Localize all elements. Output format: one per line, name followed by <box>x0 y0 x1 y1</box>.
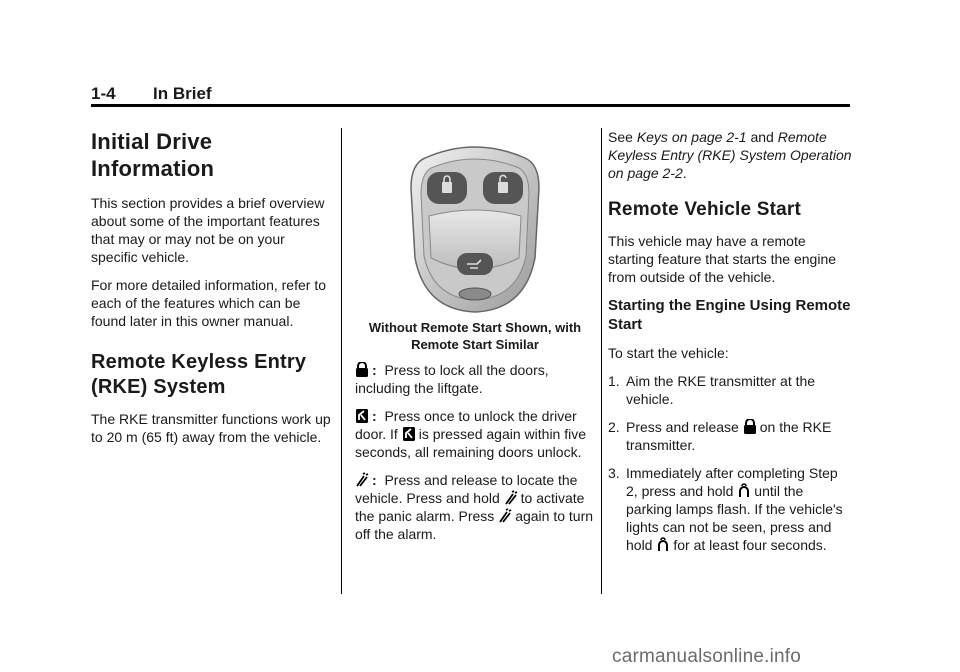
remote-start-icon <box>656 537 670 552</box>
paragraph-overview: This section provides a brief overview about some of the important features that may or may not be on your specific vehicle. <box>91 195 325 265</box>
link-rke-operation[interactable]: Remote Keyless Entry (RKE) System Operation on page 2-2 <box>608 129 852 181</box>
heading-remote-start: Remote Vehicle Start <box>608 199 802 220</box>
paragraph-remote-start: This vehicle may have a remote starting feature that starts the engine from outside of the vehicle. <box>608 233 837 285</box>
column-2 <box>355 138 595 553</box>
start-steps <box>608 372 853 554</box>
remote-start-icon <box>737 483 751 498</box>
unlock-icon <box>355 408 369 423</box>
see-also-reference: See Keys on page 2-1 and Remote Keyless Entry (RKE) System Operation on page 2-2. <box>608 129 852 181</box>
heading-rke-system: Remote Keyless Entry (RKE) System <box>91 351 307 398</box>
section-title: In Brief <box>153 84 212 103</box>
list-item: 3. Immediately after completing Step 2, press and hold until the parking lamps flash. If the vehicle's lights can not be seen, press and hold for at least four seconds. <box>608 465 843 553</box>
column-divider-2 <box>601 128 602 594</box>
lock-icon <box>355 362 369 377</box>
key-fob-illustration <box>405 138 545 313</box>
paragraph-to-start: To start the vehicle: <box>608 345 729 361</box>
list-item: 2. Press and release on the RKE transmitter. <box>608 419 832 453</box>
figure-caption: Without Remote Start Shown, with Remote Start Similar <box>368 320 582 352</box>
unlock-icon <box>402 426 416 441</box>
panic-icon <box>504 490 518 505</box>
heading-initial-drive: Initial Drive Information <box>91 129 215 181</box>
link-keys[interactable]: Keys on page 2-1 <box>636 129 747 145</box>
column-divider-1 <box>341 128 342 594</box>
list-item: 1. Aim the RKE transmitter at the vehicle. <box>608 373 816 407</box>
page-header <box>91 84 850 104</box>
page-number: 1-4 <box>91 84 116 103</box>
lock-icon <box>743 419 757 434</box>
panic-description: : Press and release to locate the vehicle. Press and hold to activate the panic alarm. Press again to turn off the alarm. <box>355 472 594 542</box>
heading-starting-engine: Starting the Engine Using Remote Start <box>608 297 851 333</box>
lock-description: : Press to lock all the doors, including the liftgate. <box>355 362 549 396</box>
column-1 <box>91 128 331 456</box>
column-3 <box>608 128 853 564</box>
panic-icon <box>355 472 369 487</box>
unlock-description: : Press once to unlock the driver door. If is pressed again within five seconds, all remaining doors unlock. <box>355 408 587 460</box>
paragraph-more-info: For more detailed information, refer to each of the features which can be found later in this owner manual. <box>91 277 326 329</box>
paragraph-rke-range: The RKE transmitter functions work up to 20 m (65 ft) away from the vehicle. <box>91 411 331 445</box>
header-rule <box>91 104 850 107</box>
panic-icon <box>498 508 512 523</box>
watermark: carmanualsonline.info <box>612 646 802 667</box>
